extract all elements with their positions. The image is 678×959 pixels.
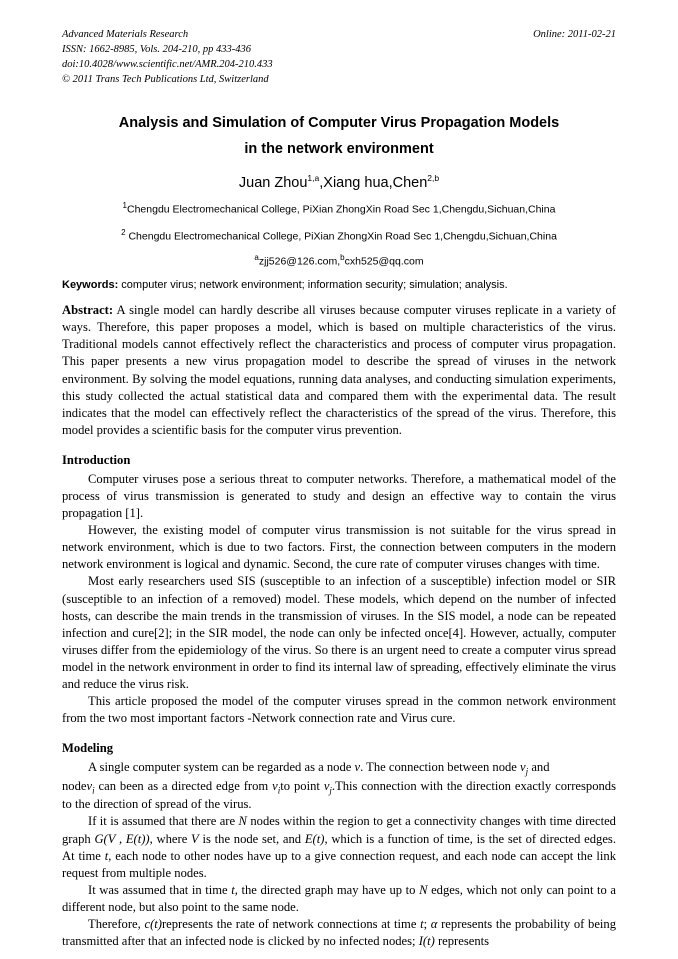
- journal-name: Advanced Materials Research: [62, 29, 189, 40]
- mp1-b: . The connection between node: [360, 760, 517, 775]
- mp2-b: can been as a directed edge from: [98, 778, 269, 793]
- mp4-b: , the directed graph may have up to: [234, 882, 416, 897]
- section-heading-modeling: Modeling: [62, 741, 114, 756]
- affiliation-2: [62, 227, 616, 245]
- mp5-var-ct: c(t): [144, 916, 162, 931]
- mp4-a: It was assumed that in time: [88, 882, 228, 897]
- author-1-name: Juan Zhou: [238, 175, 308, 192]
- author-1-marker: 1,a: [307, 173, 320, 184]
- email-a-marker: a: [254, 252, 259, 262]
- modeling-paragraph-2: [62, 813, 616, 881]
- journal-copyright: © 2011 Trans Tech Publications Ltd, Switzerland: [62, 73, 269, 85]
- mp5-d: represents the probability of being transmitted after that an infected node is clicked by no infected nodes;: [62, 916, 616, 948]
- mp4-var-N: N: [419, 882, 428, 897]
- keywords-line: [62, 279, 616, 291]
- author-2-name: Xiang hua,Chen: [323, 175, 428, 192]
- mp5-var-alpha: α: [430, 916, 438, 931]
- modeling-paragraph-1b: [62, 778, 616, 814]
- mp3-var-V: V: [191, 831, 199, 846]
- journal-header-left: [62, 28, 273, 88]
- page-title: [62, 110, 616, 164]
- mp5-var-t: t: [420, 916, 424, 931]
- mp3-b: nodes within the region to get a connectivity changes with time directed graph: [62, 814, 616, 846]
- modeling-paragraph-4: [62, 916, 616, 950]
- mp2-var-vi-sub: i: [92, 785, 95, 796]
- mp1-c: and: [531, 760, 550, 775]
- affiliation-1-marker: 1: [122, 201, 127, 211]
- intro-paragraph-1: Computer viruses pose a serious threat to computer networks. Therefore, a mathematical model of the process of virus transmission is generated to study and design an effective way to contain the virus propagation [1].: [62, 472, 616, 521]
- mp2-var-vj: v: [323, 778, 330, 793]
- mp5-b: represents the rate of network connections at time: [161, 916, 417, 931]
- mp1-var-vj: v: [520, 760, 526, 775]
- title-line-2: in the network environment: [244, 141, 434, 158]
- mp5-e: represents: [437, 933, 490, 948]
- mp3-d: is the node set, and: [202, 831, 302, 846]
- mp5-var-It: I(t): [418, 933, 435, 948]
- intro-paragraph-3: Most early researchers used SIS (susceptible to an infection of a susceptible) infection model or SIR (susceptible to an infection of a removed) model. These models, which depend on the number of infected hosts, can describe the main trends in the transmission of viruses. In the SIS model, a node can be repeated infection and cure[2]; in the SIR model, the node can only be infected once[4]. However, actually, computer viruses differ from the epidemiology of the virus. So there is an urgent need to create a computer virus spread model in the network environment in order to find its internal law of spreading, effectively eliminate the virus and reduce the virus risk.: [62, 574, 616, 691]
- mp1-var-v: v: [354, 760, 361, 775]
- author-list: [62, 173, 616, 191]
- abstract-text: A single model can hardly describe all viruses because computer viruses replicate in a variety of ways. Therefore, this paper proposes a model, which is based on multiple characteristics of the virus. Traditional models cannot effectively reflect the characteristics and process of computer virus propagation. This paper presents a new virus propagation model to describe the spread of viruses in the network environment. By solving the model equations, running data analyses, and conducting simulation experiments, this study collected the actual statistical data and compared them with the experimental data. The result indicates that the model can effectively reflect the characteristics of the spread of the virus. Therefore, this model provides a scientific basis for the computer virus prevention.: [62, 303, 616, 437]
- affiliation-2-marker: 2: [121, 228, 126, 238]
- keywords-label: Keywords:: [62, 279, 119, 292]
- email-b[interactable]: cxh525@qq.com: [344, 255, 424, 268]
- mp1-a: A single computer system can be regarded as a node: [88, 760, 352, 775]
- mp3-c: , where: [149, 831, 188, 846]
- modeling-paragraph-3: [62, 882, 616, 916]
- mp2-var-vi2-sub: i: [277, 785, 281, 796]
- keywords-text: computer virus; network environment; information security; simulation; analysis.: [118, 279, 508, 292]
- mp3-var-t: t: [104, 848, 109, 863]
- mp2-var-vi: v: [86, 778, 93, 793]
- mp3-var-VE: (V , E(t)): [103, 831, 150, 846]
- affiliation-1: [62, 200, 616, 218]
- intro-paragraph-2: However, the existing model of computer virus transmission is not suitable for the virus spread in network environment, which is due to two factors. First, the connection between computers in the modern network environment is logical and dynamic. Second, the cure rate of computer viruses changes with time.: [62, 523, 616, 572]
- author-separator: ,: [319, 175, 324, 192]
- journal-issn: ISSN: 1662-8985, Vols. 204-210, pp 433-436: [62, 43, 251, 55]
- mp4-c: edges, which not only can point to a different node, but also point to the same node.: [62, 882, 616, 914]
- mp4-var-t: t: [231, 882, 235, 897]
- mp2-c: to point: [280, 778, 320, 793]
- intro-paragraph-4: This article proposed the model of the computer viruses spread in the common network environment from the two most important factors -Network connection rate and Virus cure.: [62, 693, 616, 725]
- mp3-a: If it is assumed that there are: [88, 814, 236, 829]
- mp3-var-N: N: [238, 814, 247, 829]
- mp3-var-G: G: [94, 831, 104, 846]
- mp2-var-vi2: v: [272, 778, 278, 793]
- modeling-paragraph-1: [62, 759, 616, 778]
- mp3-var-E: E(t): [304, 831, 325, 846]
- journal-header: [62, 28, 616, 88]
- affiliation-2-text: Chengdu Electromechanical College, PiXian ZhongXin Road Sec 1,Chengdu,Sichuan,China: [125, 230, 557, 243]
- mp2-d: .This connection with the direction exactly corresponds to the direction of spread of the virus.: [62, 778, 617, 812]
- title-line-1: Analysis and Simulation of Computer Virus Propagation Models: [118, 114, 560, 131]
- mp3-f: , each node to other nodes have up to a give connection request, and each node can accept the link request from multiple nodes.: [62, 848, 616, 880]
- abstract-block: [62, 302, 616, 439]
- mp5-a: Therefore,: [88, 916, 141, 931]
- author-2-marker: 2,b: [427, 173, 440, 184]
- mp2-var-vj-sub: j: [329, 785, 332, 796]
- affiliation-1-text: Chengdu Electromechanical College, PiXian ZhongXin Road Sec 1,Chengdu,Sichuan,China: [127, 203, 556, 216]
- online-date: Online: 2011-02-21: [533, 29, 616, 40]
- email-b-marker: b: [340, 252, 345, 262]
- author-emails: [62, 253, 616, 268]
- mp1-var-vj-sub: j: [525, 766, 529, 777]
- journal-doi: doi:10.4028/www.scientific.net/AMR.204-210.433: [62, 58, 273, 70]
- mp5-semi: ;: [423, 916, 428, 931]
- mp3-e: , which is a function of time, is the set of directed edges. At time: [62, 831, 616, 863]
- mp2-a: node: [62, 778, 87, 793]
- abstract-label: Abstract:: [62, 303, 114, 318]
- section-heading-introduction: Introduction: [62, 453, 131, 468]
- email-a[interactable]: zjj526@126.com,: [258, 255, 341, 268]
